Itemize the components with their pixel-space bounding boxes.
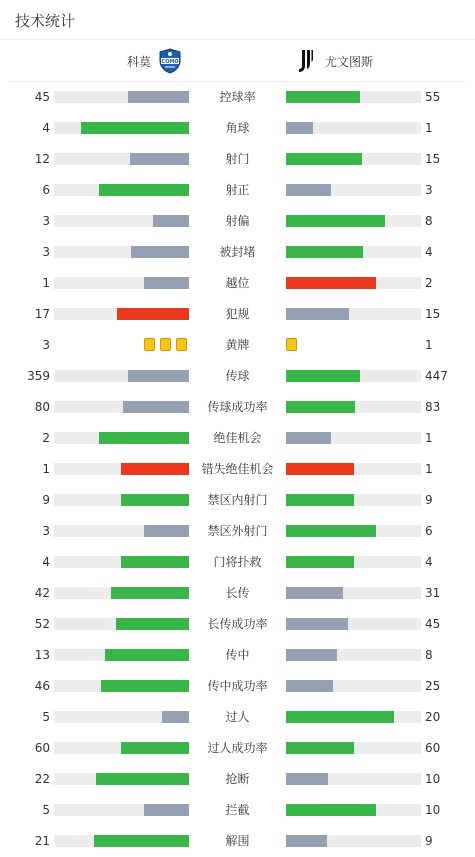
home-stat-bar-fill — [162, 711, 189, 723]
away-stat-bar-fill — [286, 494, 354, 506]
home-stat-value: 21 — [34, 834, 50, 848]
home-stat-bar — [54, 835, 189, 847]
home-stat-bar-fill — [105, 649, 189, 661]
home-stat-value: 17 — [34, 307, 50, 321]
juventus-logo-icon — [293, 48, 319, 74]
home-stat-value: 3 — [42, 338, 50, 352]
home-stat-bar-fill — [128, 91, 189, 103]
home-stat-bar — [54, 463, 189, 475]
away-stat-bar-fill — [286, 742, 354, 754]
home-stat-bar-fill — [101, 680, 189, 692]
away-stat-bar — [286, 711, 421, 723]
away-stat-value: 2 — [425, 276, 433, 290]
away-stat-value: 4 — [425, 555, 433, 569]
stat-label: 长传成功率 — [207, 617, 268, 631]
stat-row — [0, 272, 475, 294]
away-stat-bar — [286, 494, 421, 506]
stat-label: 控球率 — [219, 90, 256, 104]
home-stat-bar-fill — [121, 463, 189, 475]
home-stat-value: 3 — [42, 214, 50, 228]
page-title: 技术统计 — [15, 12, 76, 30]
stat-row — [0, 551, 475, 573]
home-stat-bar — [54, 587, 189, 599]
away-stat-value: 447 — [425, 369, 448, 383]
home-stat-value: 45 — [34, 90, 50, 104]
home-stat-bar — [54, 804, 189, 816]
home-stat-value: 80 — [34, 400, 50, 414]
away-stat-bar — [286, 742, 421, 754]
home-stat-bar-fill — [121, 494, 189, 506]
away-stat-bar — [286, 277, 421, 289]
away-stat-value: 1 — [425, 121, 433, 135]
home-stat-bar-fill — [94, 835, 189, 847]
home-stat-bar — [54, 277, 189, 289]
away-stat-value: 1 — [425, 338, 433, 352]
away-stat-bar-fill — [286, 401, 355, 413]
stat-label: 越位 — [225, 276, 250, 290]
stat-row — [0, 675, 475, 697]
stat-row — [0, 489, 475, 511]
stat-row — [0, 737, 475, 759]
home-stat-value: 42 — [34, 586, 50, 600]
title-bar — [0, 0, 475, 40]
home-stat-bar — [54, 308, 189, 320]
home-stat-bar — [54, 680, 189, 692]
away-stat-bar-fill — [286, 773, 328, 785]
stat-label: 传球 — [225, 369, 250, 383]
stat-label: 过人成功率 — [207, 741, 268, 755]
home-stat-value: 359 — [27, 369, 50, 383]
stat-row — [0, 86, 475, 108]
away-stat-bar-fill — [286, 711, 394, 723]
stat-row — [0, 520, 475, 542]
stat-row — [0, 334, 475, 356]
away-stat-value: 25 — [425, 679, 441, 693]
stat-row — [0, 303, 475, 325]
stat-label: 射门 — [225, 152, 250, 166]
home-stat-bar-fill — [153, 215, 189, 227]
home-stat-bar — [54, 556, 189, 568]
away-stat-bar-fill — [286, 184, 331, 196]
home-stat-value: 13 — [34, 648, 50, 662]
away-stat-bar-fill — [286, 835, 327, 847]
stat-label: 长传 — [225, 586, 250, 600]
stat-label: 黄牌 — [225, 338, 250, 352]
home-stat-value: 2 — [42, 431, 50, 445]
away-stat-bar — [286, 432, 421, 444]
stat-label: 错失绝佳机会 — [201, 462, 274, 476]
home-stat-value: 4 — [42, 555, 50, 569]
stat-label: 解围 — [225, 834, 250, 848]
away-stat-value: 3 — [425, 183, 433, 197]
home-stat-bar-fill — [111, 587, 189, 599]
home-team-name: 科莫 — [126, 54, 151, 69]
stat-row — [0, 210, 475, 232]
away-stat-bar — [286, 525, 421, 537]
stat-row — [0, 365, 475, 387]
home-stat-bar — [54, 711, 189, 723]
away-stat-bar — [286, 773, 421, 785]
home-stat-bar — [54, 432, 189, 444]
home-stat-bar — [54, 215, 189, 227]
away-stat-bar-fill — [286, 277, 376, 289]
stat-label: 角球 — [225, 121, 250, 135]
team-header — [8, 41, 466, 82]
away-stat-bar — [286, 153, 421, 165]
home-stat-bar-fill — [121, 556, 189, 568]
home-stat-value: 1 — [42, 462, 50, 476]
away-stat-bar-fill — [286, 804, 376, 816]
stat-label: 过人 — [225, 710, 250, 724]
stat-label: 被封堵 — [219, 245, 256, 259]
home-stat-bar-fill — [99, 184, 189, 196]
home-stat-value: 52 — [34, 617, 50, 631]
stat-row — [0, 117, 475, 139]
yellow-card-icon — [176, 338, 187, 351]
stat-label: 禁区外射门 — [207, 524, 268, 538]
away-stat-bar — [286, 587, 421, 599]
away-stat-value: 4 — [425, 245, 433, 259]
away-stat-bar — [286, 680, 421, 692]
home-stat-bar — [54, 649, 189, 661]
home-stat-value: 22 — [34, 772, 50, 786]
home-stat-bar — [54, 773, 189, 785]
away-stat-bar-fill — [286, 370, 360, 382]
stat-label: 绝佳机会 — [213, 431, 262, 445]
away-stat-value: 10 — [425, 772, 441, 786]
stat-label: 射正 — [225, 183, 250, 197]
stat-row — [0, 613, 475, 635]
away-stat-bar-fill — [286, 122, 313, 134]
home-stat-bar-fill — [144, 277, 189, 289]
away-stat-bar-fill — [286, 556, 354, 568]
away-stat-bar — [286, 246, 421, 258]
home-stat-bar — [54, 184, 189, 196]
away-stat-value: 20 — [425, 710, 441, 724]
away-stat-value: 31 — [425, 586, 441, 600]
home-stat-value: 4 — [42, 121, 50, 135]
stat-row — [0, 179, 475, 201]
away-stat-value: 9 — [425, 493, 433, 507]
home-stat-bar — [54, 91, 189, 103]
stat-label: 禁区内射门 — [207, 493, 268, 507]
stat-row — [0, 799, 475, 821]
away-stat-value: 45 — [425, 617, 441, 631]
away-stat-bar — [286, 804, 421, 816]
stat-label: 犯规 — [225, 307, 250, 321]
home-stat-bar-fill — [81, 122, 189, 134]
away-stat-bar — [286, 215, 421, 227]
home-stat-bar — [54, 618, 189, 630]
away-stat-value: 8 — [425, 648, 433, 662]
away-stat-value: 15 — [425, 307, 441, 321]
home-stat-bar — [54, 122, 189, 134]
away-stat-bar — [286, 649, 421, 661]
away-stat-value: 1 — [425, 431, 433, 445]
away-team[interactable] — [293, 48, 373, 74]
stat-label: 传中成功率 — [207, 679, 268, 693]
yellow-card-icon — [286, 338, 297, 351]
svg-text:COMO: COMO — [161, 59, 179, 65]
home-stat-bar-fill — [130, 153, 189, 165]
away-stat-bar — [286, 835, 421, 847]
home-stat-value: 9 — [42, 493, 50, 507]
away-stat-bar-fill — [286, 215, 385, 227]
home-stat-bar-fill — [96, 773, 189, 785]
away-stat-bar — [286, 122, 421, 134]
away-stat-value: 8 — [425, 214, 433, 228]
away-stat-bar-fill — [286, 618, 348, 630]
stat-row — [0, 148, 475, 170]
home-stat-bar — [54, 153, 189, 165]
home-stat-bar-fill — [144, 525, 189, 537]
away-yellow-cards — [286, 338, 300, 352]
stat-row — [0, 706, 475, 728]
away-stat-bar — [286, 184, 421, 196]
away-stat-bar-fill — [286, 587, 343, 599]
home-stat-bar — [54, 494, 189, 506]
away-stat-bar — [286, 91, 421, 103]
stat-row — [0, 241, 475, 263]
home-stat-bar — [54, 525, 189, 537]
home-stat-value: 5 — [42, 803, 50, 817]
home-stat-value: 12 — [34, 152, 50, 166]
como-crest-icon — [157, 48, 183, 74]
away-stat-bar-fill — [286, 91, 360, 103]
home-stat-value: 3 — [42, 524, 50, 538]
away-stat-bar-fill — [286, 246, 363, 258]
away-stat-value: 83 — [425, 400, 441, 414]
home-stat-bar-fill — [131, 246, 189, 258]
away-stat-bar — [286, 308, 421, 320]
stat-label: 门将扑救 — [213, 555, 262, 569]
home-stat-value: 6 — [42, 183, 50, 197]
home-stat-value: 60 — [34, 741, 50, 755]
yellow-card-icon — [144, 338, 155, 351]
home-stat-value: 5 — [42, 710, 50, 724]
home-stat-bar — [54, 370, 189, 382]
away-stat-value: 60 — [425, 741, 441, 755]
away-stat-bar — [286, 618, 421, 630]
stat-row — [0, 458, 475, 480]
home-stat-bar-fill — [128, 370, 189, 382]
home-stat-bar-fill — [121, 742, 189, 754]
stat-row — [0, 830, 475, 852]
away-stat-bar-fill — [286, 153, 362, 165]
away-stat-bar-fill — [286, 308, 349, 320]
home-team[interactable] — [127, 48, 183, 74]
stat-label: 传球成功率 — [207, 400, 268, 414]
home-stat-bar — [54, 401, 189, 413]
away-stat-bar-fill — [286, 649, 337, 661]
stat-row — [0, 396, 475, 418]
away-stat-value: 15 — [425, 152, 441, 166]
stat-label: 射偏 — [225, 214, 250, 228]
away-stat-value: 9 — [425, 834, 433, 848]
away-stat-bar — [286, 556, 421, 568]
home-yellow-cards — [141, 338, 189, 352]
stat-label: 传中 — [225, 648, 250, 662]
home-stat-value: 1 — [42, 276, 50, 290]
away-stat-bar-fill — [286, 525, 376, 537]
stat-row — [0, 427, 475, 449]
stat-label: 拦截 — [225, 803, 250, 817]
yellow-card-icon — [160, 338, 171, 351]
away-stat-bar — [286, 463, 421, 475]
away-stat-value: 55 — [425, 90, 441, 104]
away-stat-value: 1 — [425, 462, 433, 476]
away-stat-bar — [286, 370, 421, 382]
away-team-name: 尤文图斯 — [325, 54, 374, 69]
away-stat-bar-fill — [286, 463, 354, 475]
home-stat-bar — [54, 246, 189, 258]
stat-row — [0, 768, 475, 790]
stat-row — [0, 644, 475, 666]
away-stat-value: 10 — [425, 803, 441, 817]
away-stat-value: 6 — [425, 524, 433, 538]
home-stat-bar — [54, 742, 189, 754]
home-stat-bar-fill — [144, 804, 189, 816]
away-stat-bar-fill — [286, 680, 333, 692]
home-stat-bar-fill — [99, 432, 189, 444]
stat-label: 抢断 — [225, 772, 250, 786]
away-stat-bar-fill — [286, 432, 331, 444]
away-stat-bar — [286, 401, 421, 413]
home-stat-bar-fill — [117, 308, 189, 320]
home-stat-value: 46 — [34, 679, 50, 693]
home-stat-bar-fill — [116, 618, 189, 630]
stat-row — [0, 582, 475, 604]
home-stat-value: 3 — [42, 245, 50, 259]
home-stat-bar-fill — [123, 401, 189, 413]
